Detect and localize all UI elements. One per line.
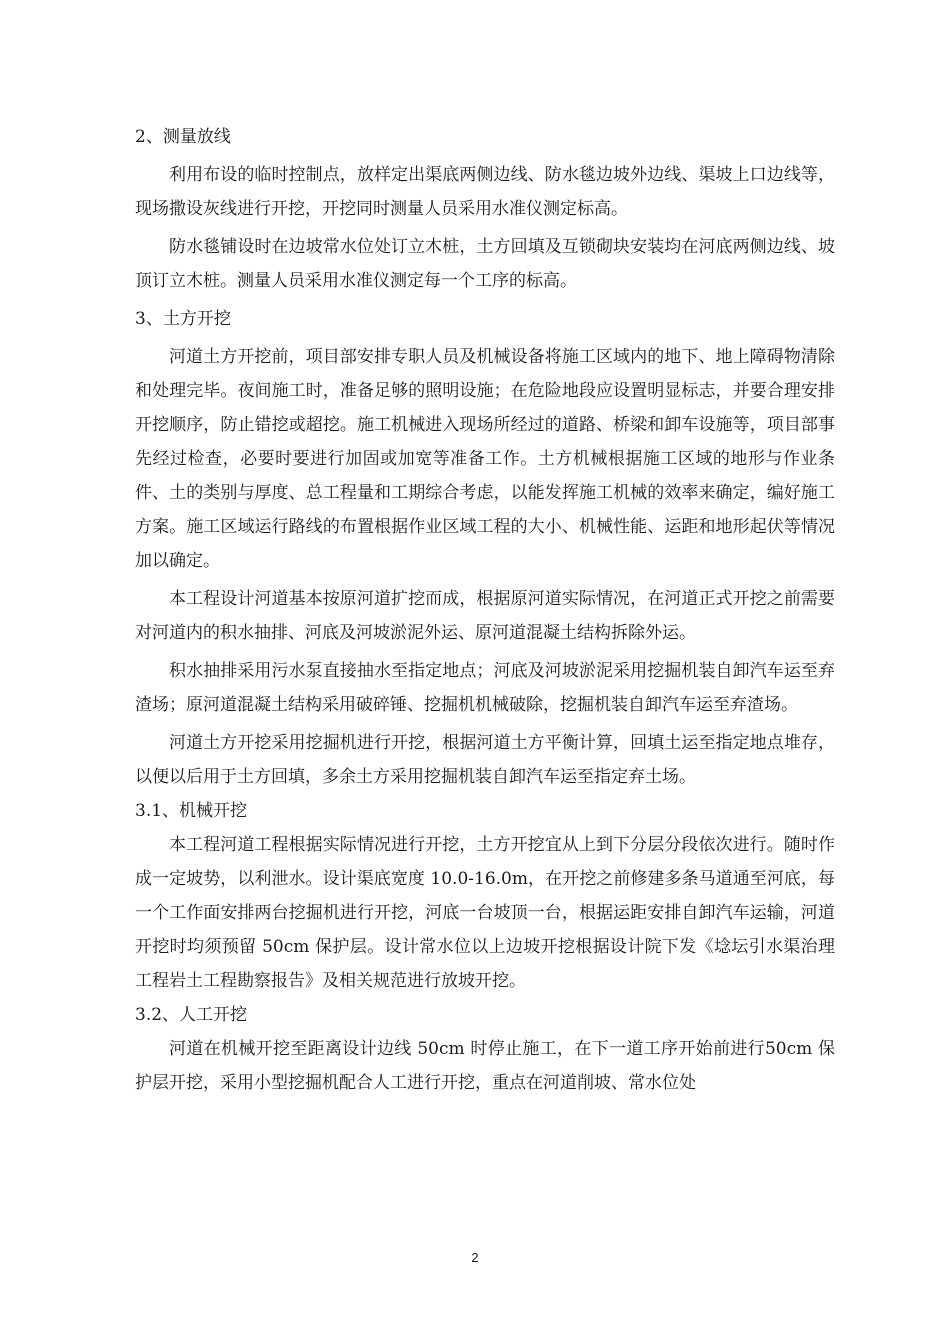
section-heading: 3.1、机械开挖 xyxy=(135,801,248,821)
section-heading: 2、测量放线 xyxy=(135,127,231,147)
section-heading: 3、土方开挖 xyxy=(135,309,231,329)
paragraph: 河道土方开挖采用挖掘机进行开挖，根据河道土方平衡计算，回填土运至指定地点堆存，以便以后用于土方回填，多余土方采用挖掘机装自卸汽车运至指定弃土场。 xyxy=(135,733,835,787)
paragraph: 河道土方开挖前，项目部安排专职人员及机械设备将施工区域内的地下、地上障碍物清除和处理完毕。夜间施工时，准备足够的照明设施；在危险地段应设置明显标志，并要合理安排开挖顺序，防止错挖或超挖。施工机械进入现场所经过的道路、桥梁和卸车设施等，项目部事先经过检查，必要时要进行加固或加宽等准备工作。土方机械根据施工区域的地形与作业条件、土的类别与厚度、总工程量和工期综合考虑，以能发挥施工机械的效率来确定，编好施工方案。施工区域运行路线的布置根据作业区域工程的大小、机械性能、运距和地形起伏等情况加以确定。 xyxy=(135,347,835,571)
document-body xyxy=(135,120,835,1100)
paragraph: 积水抽排采用污水泵直接抽水至指定地点；河底及河坡淤泥采用挖掘机装自卸汽车运至弃渣场；原河道混凝土结构采用破碎锤、挖掘机机械破除，挖掘机装自卸汽车运至弃渣场。 xyxy=(135,661,835,715)
paragraph: 防水毯铺设时在边坡常水位处订立木桩，土方回填及互锁砌块安装均在河底两侧边线、坡顶订立木桩。测量人员采用水准仪测定每一个工序的标高。 xyxy=(135,237,835,291)
section-heading: 3.2、人工开挖 xyxy=(135,1005,248,1025)
paragraph: 本工程河道工程根据实际情况进行开挖，土方开挖宜从上到下分层分段依次进行。随时作成一定坡势，以利泄水。设计渠底宽度 10.0-16.0m，在开挖之前修建多条马道通至河底，每一个工作面安排两台挖掘机进行开挖，河底一台坡顶一台，根据运距安排自卸汽车运输，河道开挖时均须预留 50cm 保护层。设计常水位以上边坡开挖根据设计院下发《埝坛引水渠治理工程岩土工程勘察报告》及相关规范进行放坡开挖。 xyxy=(135,835,835,991)
paragraph: 本工程设计河道基本按原河道扩挖而成，根据原河道实际情况，在河道正式开挖之前需要对河道内的积水抽排、河底及河坡淤泥外运、原河道混凝土结构拆除外运。 xyxy=(135,589,835,643)
page-number: 2 xyxy=(471,1250,479,1265)
paragraph: 河道在机械开挖至距离设计边线 50cm 时停止施工，在下一道工序开始前进行50cm 保护层开挖，采用小型挖掘机配合人工进行开挖，重点在河道削坡、常水位处 xyxy=(135,1039,835,1093)
paragraph: 利用布设的临时控制点，放样定出渠底两侧边线、防水毯边坡外边线、渠坡上口边线等，现场撒设灰线进行开挖，开挖同时测量人员采用水准仪测定标高。 xyxy=(135,165,835,219)
